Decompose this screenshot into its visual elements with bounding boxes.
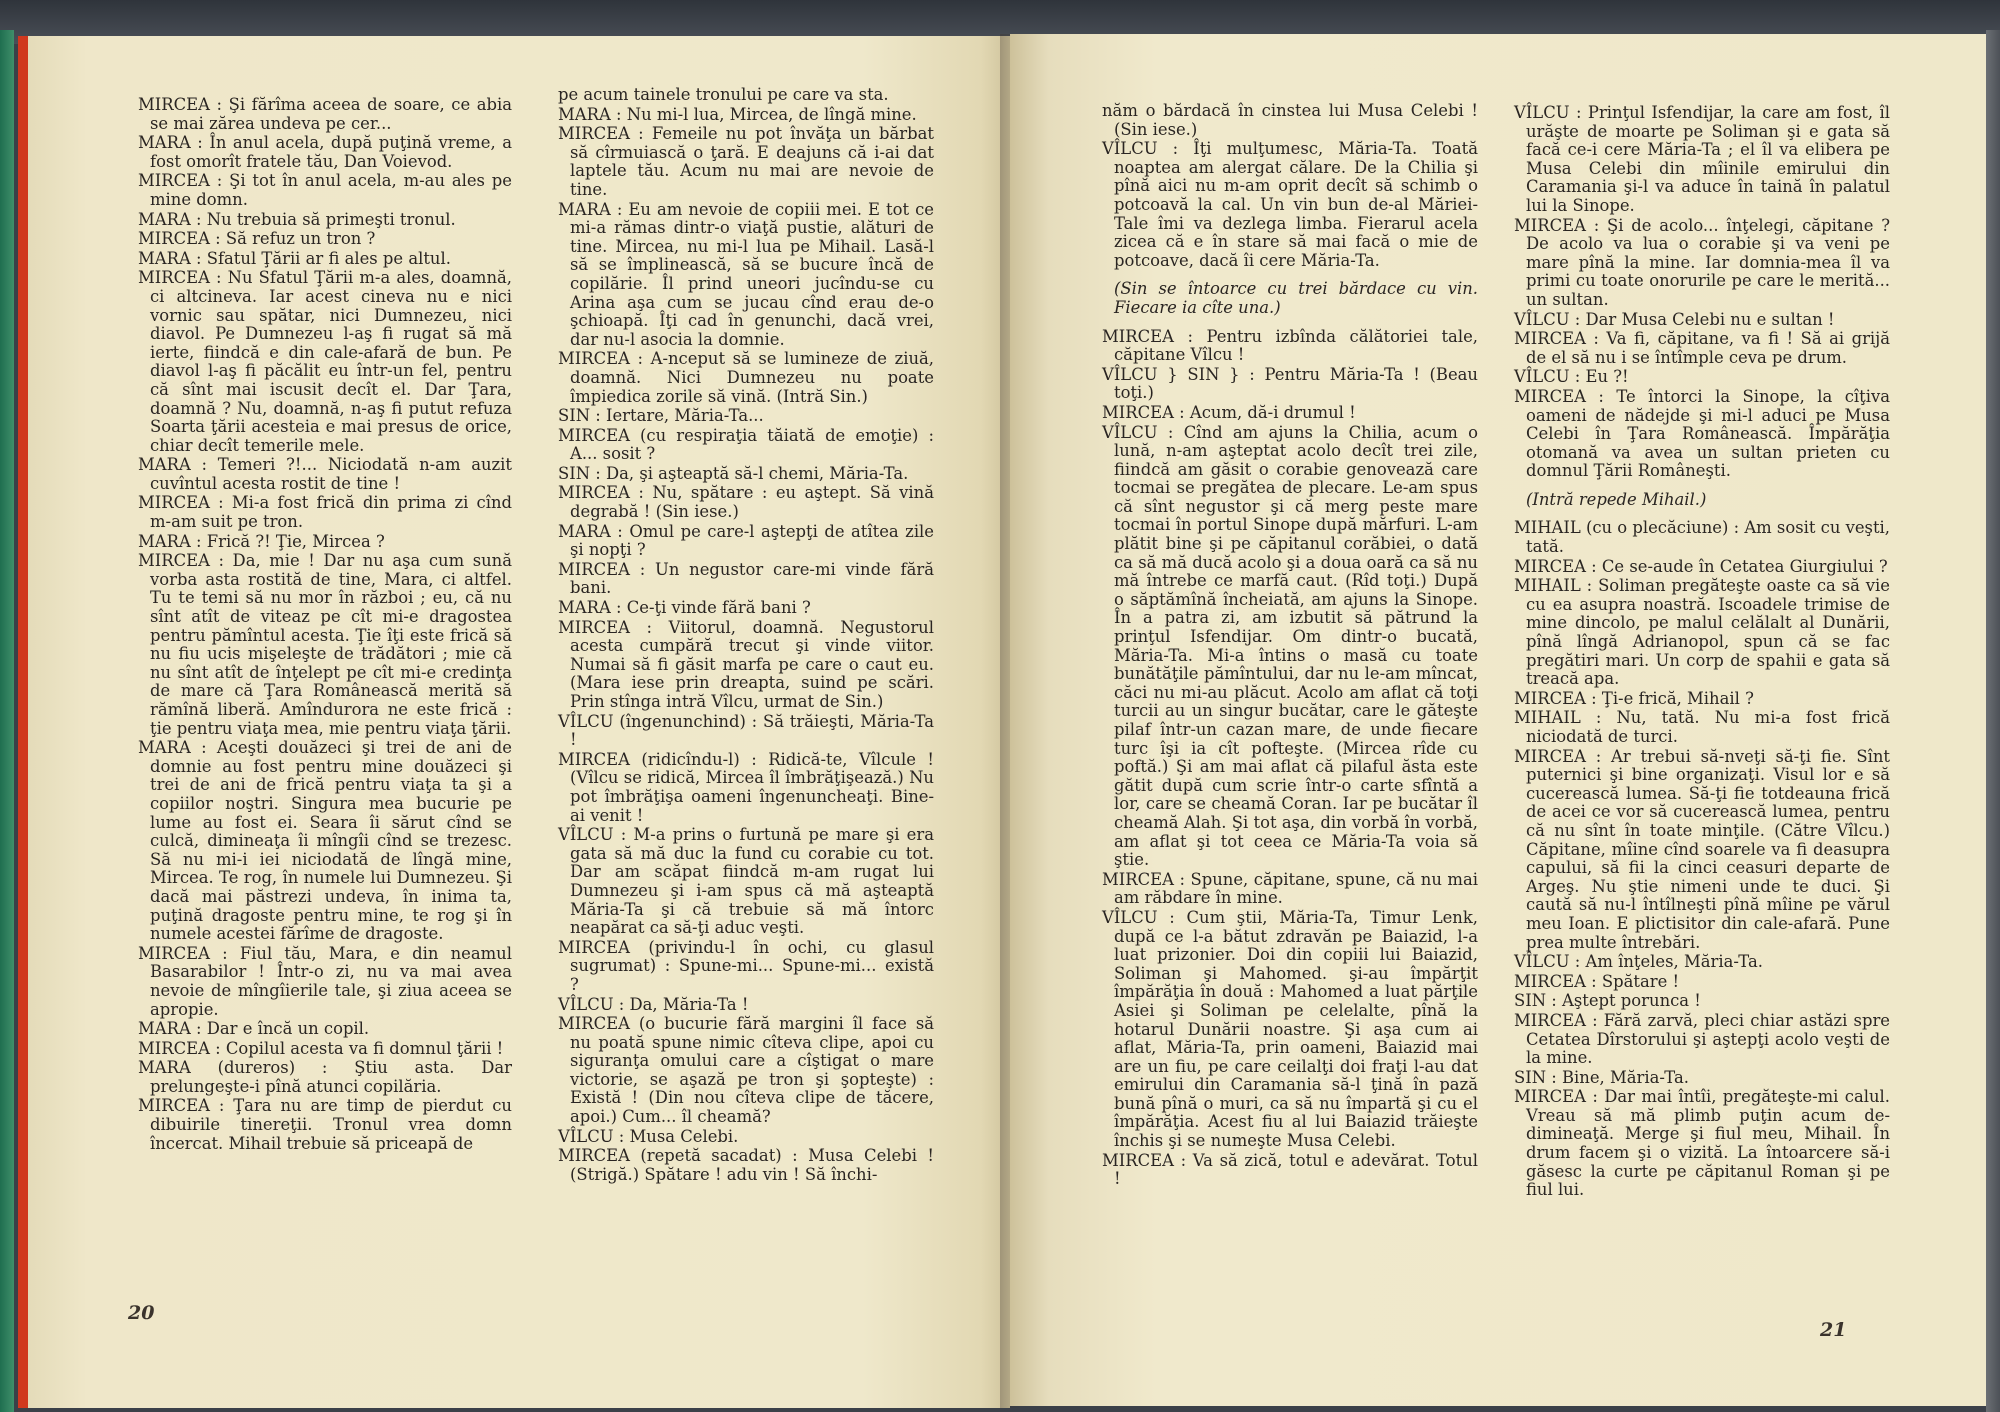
right-column-2 [1514,104,1890,1201]
text-paragraph: MARA : Temeri ?!... Niciodată n-am auzit cuvîntul acesta rostit de tine ! [138,455,512,493]
text-paragraph: MIRCEA : Spătare ! [1514,971,1680,991]
text-paragraph: MARA : Frică ?! Ţie, Mircea ? [138,531,385,551]
text-paragraph: MIRCEA : Să refuz un tron ? [138,229,376,249]
text-paragraph: MIRCEA : Ţara nu are timp de pierdut cu dibuirile tinereţii. Tronul vrea domn încercat. Mihail trebuie să priceapă de [138,1096,512,1153]
text-paragraph: MIRCEA (repetă sacadat) : Musa Celebi ! (Strigă.) Spătare ! adu vin ! Să închi- [558,1146,934,1184]
text-paragraph: MIRCEA : Un negustor care-mi vinde fără bani. [558,559,934,598]
text-paragraph: MIRCEA : Fără zarvă, pleci chiar astăzi spre Cetatea Dîrstorului şi aştepţi acolo veşti de la mine. [1514,1010,1890,1068]
text-paragraph: MIRCEA (ridicîndu-l) : Ridică-te, Vîlcule ! (Vîlcu se ridică, Mircea îl îmbrăţişează.) Nu pot îmbrăţişa oameni îngenuncheaţi. Bine-ai venit ! [558,749,934,825]
text-paragraph: VÎLCU (îngenunchind) : Să trăieşti, Măria-Ta ! [558,711,934,750]
page-number-right: 21 [1820,1319,1847,1341]
text-paragraph: MARA : Eu am nevoie de copiii mei. E tot ce mi-a rămas dintr-o viaţă pustie, alături de tine. Mircea, nu mi-l lua pe Mihail. Lasă-l să se împlinească, să se bucure încă de copilărie. Îl prind uneori jucîndu-se cu Arina aşa cum se jucau cînd erau de-o şchioapă. Îţi cad în genunchi, dacă vrei, dar nu-l asocia la domnie. [558,199,934,349]
text-paragraph: VÎLCU : Eu ?! [1514,367,1629,387]
text-paragraph: MIHAIL : Soliman pregăteşte oaste ca să vie cu ea asupra noastră. Iscoadele trimise de mine dincolo, pe malul celălalt al Dunării, pînă lîngă Adrianopol, spun că se fac pregătiri mari. Un corp de spahii e gata să treacă apa. [1514,576,1890,689]
text-paragraph: pe acum tainele tronului pe care va sta. [558,85,889,104]
page-right [1010,34,1986,1406]
text-paragraph: MIRCEA : Şi fărîma aceea de soare, ce abia se mai zărea undeva pe cer... [138,95,512,133]
text-paragraph: MIRCEA : Şi tot în anul acela, m-au ales pe mine domn. [138,171,512,209]
text-paragraph: MARA : În anul acela, după puţină vreme, a fost omorît fratele tău, Dan Voievod. [138,133,512,171]
text-paragraph: MIRCEA : Femeile nu pot învăţa un bărbat să cîrmuiască o ţară. E deajuns că i-ai dat laptele tău. Acum nu mai are nevoie de tine. [558,124,934,199]
text-paragraph: VÎLCU : Cînd am ajuns la Chilia, acum o lună, n-am aşteptat acolo decît trei zile, fiindcă am găsit o corabie genovează care tocmai se pregătea de plecare. Le-am spus că sînt negustor şi că merg peste mare tocmai în portul Sinope după mărfuri. L-am plătit bine şi pe căpitanul corăbiei, o dată ca să mă ducă acolo şi a doua oară ca să nu mă întrebe ce marfă caut. (Rîd toţi.) După o săptămînă încheiată, am ajuns la Sinope. În a patra zi, am izbutit să pătrund la prinţul Isfendijar. Om dintr-o bucată, Măria-Ta. Mi-a întins o masă cu toate bunătăţile pămîntului, dar nu le-am mîncat, căci nu mi-au plăcut. Acolo am aflat că toţi turcii au un singur bucătar, care le găteşte pilaf într-un cazan mare, de unde fiecare turc îşi ia cît pofteşte. (Mircea rîde cu poftă.) Şi am mai aflat că pilaful ăsta este gătit după cum scrie într-o carte sfîntă a lor, care se cheamă Coran. Iar pe bucătar îl cheamă Alah. Şi tot aşa, din vorbă în vorbă, am aflat şi tot ceea ce Măria-Ta voia să ştie. [1102,422,1478,870]
page-left [18,36,1010,1408]
text-paragraph: MIRCEA : Va fi, căpitane, va fi ! Să ai grijă de el să nu i se întîmple ceva pe drum. [1514,329,1890,367]
text-paragraph: MIRCEA : Nu Sfatul Ţării m-a ales, doamnă, ci altcineva. Iar acest cineva nu e nici vornic sau spătar, nici Dumnezeu, nici diavol. Pe Dumnezeu l-aş fi rugat să mă ierte, fiindcă e din cale-afară de bun. Pe diavol l-aş fi păcălit eu într-un fel, pentru că sînt mai iscusit decît el. Dar Ţara, doamnă ? Nu, doamnă, n-aş fi putut refuza Soarta ţării acesteia e mai presus de orice, chiar decît temerile mele. [138,268,512,455]
text-paragraph: VÎLCU : Musa Celebi. [558,1126,739,1146]
text-paragraph: MIRCEA : Te întorci la Sinope, la cîţiva oameni de nădejde şi mi-l aduci pe Musa Celebi în Ţara Românească. Împărăţia otomană va avea un sultan prieten cu domnul Ţării Româneşti. [1514,386,1890,481]
text-paragraph: VÎLCU : Îţi mulţumesc, Măria-Ta. Toată noaptea am alergat călare. De la Chilia şi pînă aici nu m-am oprit decît să schimb o potcoavă la cal. Un vin bun de-al Măriei-Tale îmi va dezlega limba. Fierarul acela zicea că e în stare să mai facă o mie de potcoave, dacă îi cere Măria-Ta. [1102,139,1478,270]
text-paragraph: MIRCEA : Spune, căpitane, spune, că nu mai am răbdare în mine. [1102,869,1478,908]
text-paragraph: SIN : Aştept porunca ! [1514,991,1701,1011]
text-paragraph: MIRCEA : Pentru izbînda călătoriei tale, căpitane Vîlcu ! [1102,326,1478,365]
text-paragraph: MIRCEA : Mi-a fost frică din prima zi cînd m-am suit pe tron. [138,493,512,532]
text-paragraph: MARA : Aceşti douăzeci şi trei de ani de domnie au fost pentru mine douăzeci şi trei de ani de frică pentru viaţa ta şi a copiilor noştri. Singura mea bucurie pe lume au fost ei. Seara îi sărut cînd se culcă, dimineaţa îi mîngîi cînd se trezesc. Să nu mi-i iei niciodată de lîngă mine, Mircea. Te rog, în numele lui Dumnezeu. Şi dacă mai păstrezi undeva, în inima ta, puţină dragoste pentru mine, te rog şi în numele acestei fărîme de dragoste. [138,738,512,944]
text-paragraph: VÎLCU : Da, Măria-Ta ! [558,994,749,1014]
text-paragraph: MIRCEA : Copilul acesta va fi domnul ţării ! [138,1038,504,1058]
text-paragraph: MARA : Ce-ţi vinde fără bani ? [558,598,811,618]
text-paragraph: VÎLCU : Am înţeles, Măria-Ta. [1514,952,1763,972]
text-paragraph: MIRCEA : Acum, dă-i drumul ! [1102,402,1356,422]
text-paragraph: MARA : Nu trebuia să primeşti tronul. [138,209,456,229]
text-paragraph: MIRCEA : Dar mai întîi, pregăteşte-mi calul. Vreau să mă plimb puţin acum de-dimineaţă. Merge şi fiul meu, Mihail. În drum facem şi o vizită. La întoarcere să-i găsesc la curte pe căpitanul Roman şi pe fiul lui. [1514,1087,1890,1200]
text-paragraph: MARA : Dar e încă un copil. [138,1019,370,1039]
text-paragraph: MARA : Omul pe care-l aştepţi de atîtea zile şi nopţi ? [558,521,934,560]
text-paragraph: SIN : Bine, Măria-Ta. [1514,1067,1689,1087]
text-paragraph: MIRCEA : Da, mie ! Dar nu aşa cum sună vorba asta rostită de tine, Mara, ci altfel. Tu te temi să nu mor în război ; eu, că nu sînt atît de viteaz pe cît mi-e dragostea pentru pămîntul acesta. Ţie îţi este frică să nu fiu ucis mişeleşte de trădători ; mie că nu sînt atît de înţelept pe cît mi-e credinţa de mare că Ţara Românească merită să rămînă liberă. Amîndurora ne este frică : ţie pentru viaţa mea, mie pentru viaţa ţării. [138,551,512,738]
text-paragraph: MIRCEA (cu respiraţia tăiată de emoţie) : A... sosit ? [558,425,934,464]
text-paragraph: MIHAIL : Nu, tată. Nu mi-a fost frică niciodată de turci. [1514,708,1890,746]
text-paragraph: VÎLCU : M-a prins o furtună pe mare şi era gata să mă duc la fund cu corabie cu tot. Dar am scăpat fiindcă m-am rugat lui Dumnezeu şi i-am spus că mă aşteaptă Măria-Ta şi că trebuie să mă întorc neapărat ca să-ţi aduc veşti. [558,825,934,938]
text-paragraph: MIRCEA : Ţi-e frică, Mihail ? [1514,688,1754,708]
text-paragraph: năm o bărdacă în cinstea lui Musa Celebi ! (Sin iese.) [1102,101,1478,139]
text-paragraph: VÎLCU : Cum ştii, Măria-Ta, Timur Lenk, după ce l-a bătut zdravăn pe Baiazid, l-a luat prizonier. Doi din copiii lui Baiazid, Soliman şi Mahomed. şi-au împărţit împărăţia în două : Mahomed a luat părţile Asiei şi Soliman pe celelalte, pînă la hotarul Dunării noastre. Şi aşa cum ai aflat, Măria-Ta, prin oameni, Baiazid mai are un fiu, pe care ceilalţi doi fraţi l-au dat emirului din Caramania să-l ţină în pază bună pînă o muri, ca să nu împartă şi cu el împărăţia. Acest fiu al lui Baiazid trăieşte închis şi se numeşte Musa Celebi. [1102,907,1478,1151]
text-paragraph: MIHAIL (cu o plecăciune) : Am sosit cu veşti, tată. [1514,518,1891,557]
left-column-1 [138,96,512,1154]
text-paragraph: MARA (dureros) : Ştiu asta. Dar prelungeşte-i pînă atunci copilăria. [138,1058,512,1096]
text-paragraph: VÎLCU } SIN } : Pentru Măria-Ta ! (Beau toţi.) [1102,364,1478,403]
left-column-2 [558,86,934,1185]
right-column-1 [1102,102,1478,1190]
text-paragraph: MARA : Sfatul Ţării ar fi ales pe altul. [138,248,451,268]
text-paragraph: SIN : Da, şi aşteaptă să-l chemi, Măria-Ta. [558,463,909,483]
text-paragraph: MIRCEA : Nu, spătare : eu aştept. Să vină degrabă ! (Sin iese.) [558,483,934,522]
text-paragraph: MIRCEA : Şi de acolo... înţelegi, căpitane ? De acolo va lua o corabie şi va veni pe mare pînă la mine. Iar domnia-mea îl va primi cu toate onorurile pe care le merită... un sultan. [1514,215,1890,309]
text-paragraph: MARA : Nu mi-l lua, Mircea, de lîngă mine. [558,104,917,124]
text-paragraph: MIRCEA : Ar trebui să-nveţi să-ţi fie. Sînt puternici şi bine organizaţi. Visul lor e să cucerească lumea. Să-ţi fie totdeauna frică de acei ce vor să cucerească lumea, pentru că nu sînt în toate minţile. (Către Vîlcu.) Căpitane, mîine cînd soarele va fi deasupra capului, să fii la cinci ceasuri departe de Argeş. Nu ştie nimeni unde te duci. Şi caută să nu-l întîlneşti pînă mîine pe vărul meu Ioan. E plictisitor din cale-afară. Pune prea multe întrebări. [1514,746,1890,952]
text-paragraph: MIRCEA : Va să zică, totul e adevărat. Totul ! [1102,1150,1478,1189]
text-paragraph: VÎLCU : Dar Musa Celebi nu e sultan ! [1514,309,1835,329]
text-paragraph: SIN : Iertare, Măria-Ta... [558,406,764,426]
text-paragraph: MIRCEA : Viitorul, doamnă. Negustorul acesta cumpără trecut şi vinde viitor. Numai să fi găsit marfa pe care o caut eu. (Mara iese prin dreapta, suind pe scări. Prin stînga intră Vîlcu, urmat de Sin.) [558,617,934,711]
cover-edge-right [1986,30,2000,1412]
text-paragraph: MIRCEA (o bucurie fără margini îl face să nu poată spune nimic cîteva clipe, apoi cu siguranţa omului care a cîştigat o mare victorie, se aşază pe tron şi şopteşte) : Există ! (Din nou cîteva clipe de tăcere, apoi.) Cum... îl cheamă? [558,1014,934,1127]
cover-edge-left [0,30,14,1412]
text-paragraph: MIRCEA : Ce se-aude în Cetatea Giurgiului ? [1514,556,1888,576]
text-paragraph: MIRCEA : Fiul tău, Mara, e din neamul Basarabilor ! Într-o zi, nu va mai avea nevoie de mîngîierile tale, şi ziua aceea se apropie. [138,943,512,1019]
page-number-left: 20 [128,1302,155,1324]
text-paragraph: MIRCEA (privindu-l în ochi, cu glasul sugrumat) : Spune-mi... Spune-mi... există ? [558,937,934,994]
text-paragraph: MIRCEA : A-nceput să se lumineze de ziuă, doamnă. Nici Dumnezeu nu poate împiedica zorile să vină. (Intră Sin.) [558,349,934,406]
text-paragraph: VÎLCU : Prinţul Isfendijar, la care am fost, îl urăşte de moarte pe Soliman şi e gata să facă ce-i cere Măria-Ta ; el îl va elibera pe Musa Celebi din mîinile emirului din Caramania şi-l va aduce în taină în palatul lui la Sinope. [1514,103,1890,215]
text-paragraph: (Intră repede Mihail.) [1526,489,1707,509]
text-paragraph: (Sin se întoarce cu trei bărdace cu vin. Fiecare ia cîte una.) [1114,279,1478,317]
